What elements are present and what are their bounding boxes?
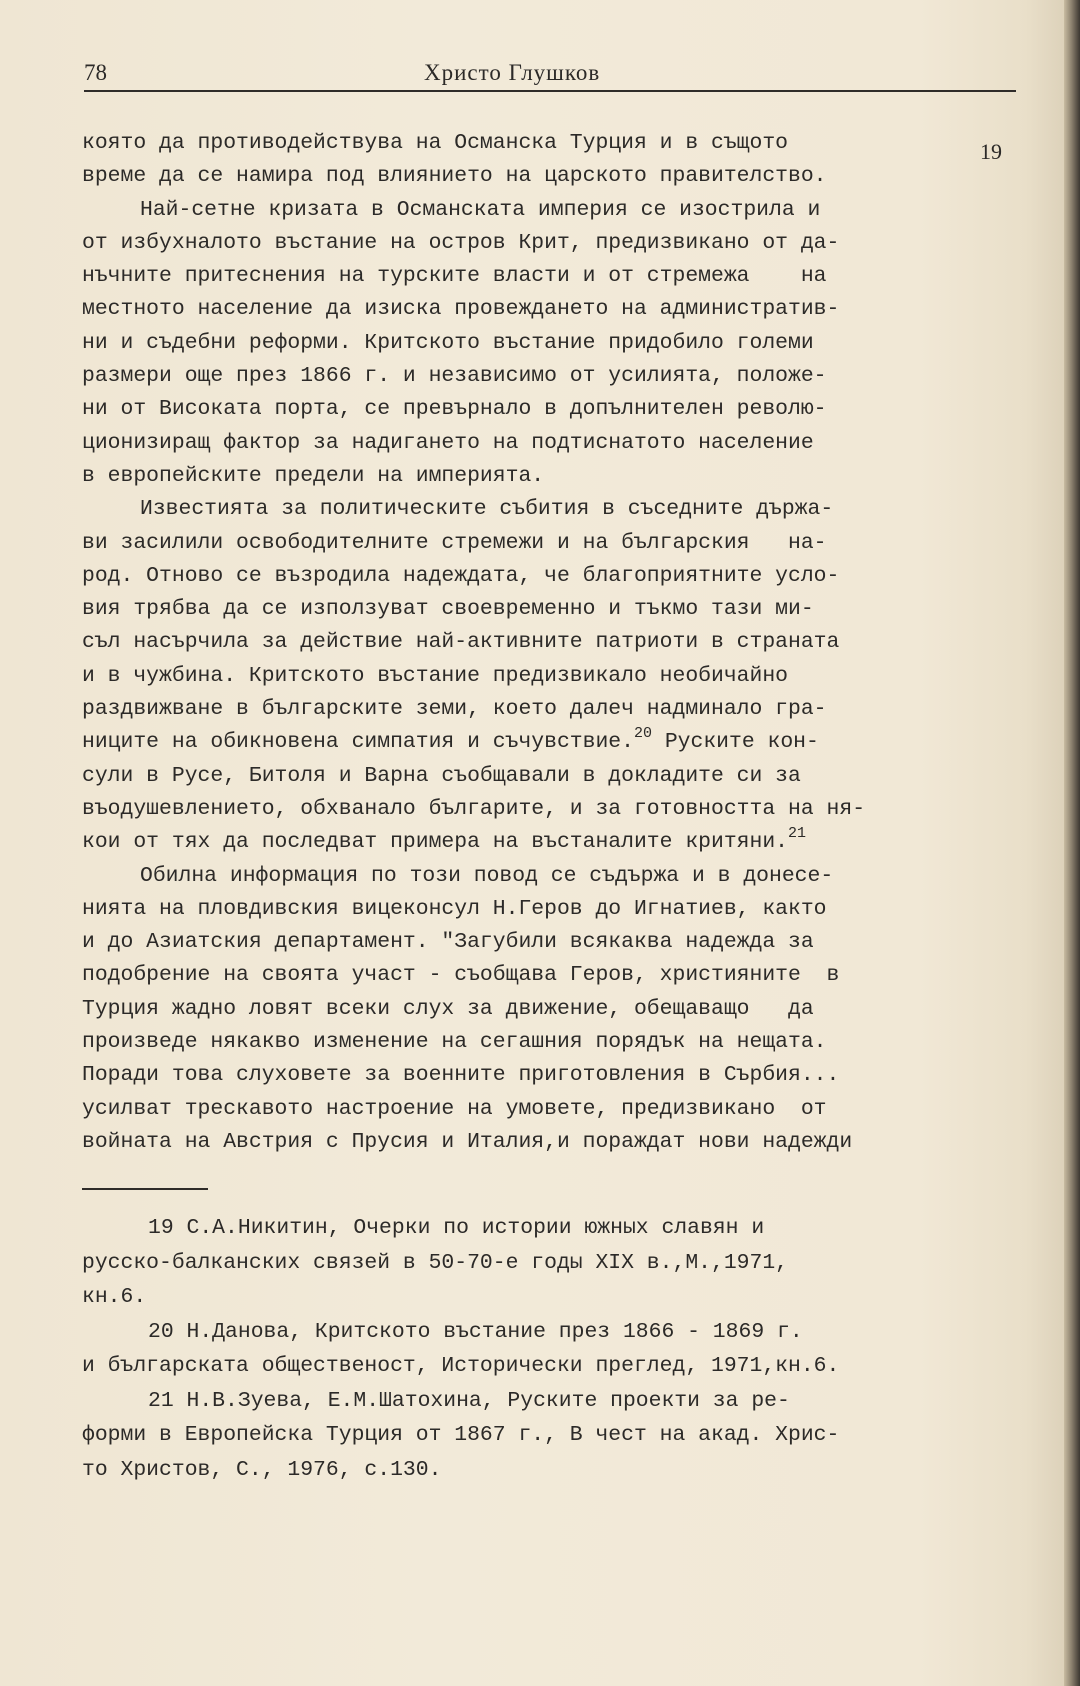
- text-line: [82, 460, 1012, 493]
- page-edge-shadow: [1064, 0, 1080, 1686]
- text-line: [82, 427, 1012, 460]
- line-text: сули в Русе, Битоля и Варна съобщавали в докладите си за: [82, 763, 801, 788]
- text-line: [82, 560, 1012, 593]
- text-line: [82, 693, 1012, 726]
- text-line: [82, 527, 1012, 560]
- footnote-line: 21 Н.В.Зуева, Е.М.Шатохина, Руските проекти за ре-: [148, 1388, 790, 1413]
- text-line: [82, 360, 1012, 393]
- line-text: въодушевлението, обхванало българите, и за готовността на ня-: [82, 796, 866, 821]
- text-line: [82, 227, 1012, 260]
- text-line: [82, 626, 1012, 659]
- text-line: [82, 327, 1012, 360]
- text-line: [82, 860, 1012, 893]
- line-text: нъчните притеснения на турските власти и от стремежа на: [82, 264, 827, 289]
- footnote-line: 19 С.А.Никитин, Очерки по истории южных славян и: [148, 1216, 765, 1240]
- line-text: ни от Високата порта, се превърнало в допълнителен револю-: [82, 397, 827, 422]
- text-line: [82, 793, 1012, 826]
- main-text: [82, 127, 1012, 1159]
- text-line: [82, 760, 1012, 793]
- text-line: [82, 660, 1012, 693]
- line-text: ни и съдебни реформи. Критското въстание придобило големи: [82, 330, 814, 355]
- footnote-reference: 20: [633, 725, 652, 743]
- line-text: произведе някакво изменение на сегашния порядък на нещата.: [82, 1030, 827, 1055]
- line-text: кои от тях да последват примера на въстаналите критяни.: [82, 830, 789, 855]
- line-text: ционизиращ фактор за надигането на подтиснатото население: [82, 430, 814, 455]
- text-line: [82, 160, 1012, 193]
- line-text: Обилна информация по този повод се съдържа и в донесе-: [140, 863, 834, 888]
- line-text: ви засилили освободителните стремежи и на българския на-: [82, 530, 827, 555]
- line-text: Най-сетне кризата в Османската империя се изострила и: [140, 197, 821, 222]
- line-text: вия трябва да се използуват своевременно и тъкмо тази ми-: [82, 597, 814, 622]
- line-text: и до Азиатския департамент. "Загубили всякаква надежда за: [82, 930, 814, 955]
- line-text: в европейските предели на империята.: [82, 463, 545, 488]
- text-line: [82, 1126, 1012, 1159]
- text-line: [82, 593, 1012, 626]
- footnote-line: и българската общественост, Исторически преглед, 1971,кн.6.: [82, 1354, 840, 1378]
- line-text: Известията за политическите събития в съседните държа-: [140, 497, 834, 522]
- line-text: съл насърчила за действие най-активните патриоти в страната: [82, 630, 840, 655]
- text-line: [82, 1059, 1012, 1092]
- text-line: [82, 993, 1012, 1026]
- line-text: и в чужбина. Критското въстание предизвикало необичайно: [82, 663, 789, 688]
- footnote-divider: [82, 1188, 208, 1190]
- page-header: [84, 58, 1016, 92]
- running-head: Христо Глушков: [424, 60, 601, 85]
- text-line: [82, 493, 1012, 526]
- text-line: [82, 926, 1012, 959]
- line-text: ниците на обикновена симпатия и съчувствие.: [82, 730, 634, 755]
- footnote-line: 20 Н.Данова, Критското въстание през 1866 - 1869 г.: [148, 1319, 803, 1344]
- footnote-line: русско-балканских связей в 50-70-е годы XIX в.,М.,1971,: [82, 1250, 789, 1275]
- margin-footnote-marker: 19: [980, 139, 1002, 164]
- line-text: род. Отново се възродила надеждата, че благоприятните усло-: [82, 563, 840, 588]
- line-text: местното население да изиска провеждането на административ-: [82, 297, 840, 322]
- line-text: раздвижване в българските земи, което далеч надминало гра-: [82, 697, 827, 722]
- line-text: подобрение на своята участ - съобщава Геров, християните в: [82, 963, 840, 988]
- text-line: [82, 1093, 1012, 1126]
- footnote-line: кн.6.: [82, 1285, 147, 1309]
- text-line: [82, 726, 1012, 759]
- footnotes: [82, 1211, 1012, 1487]
- line-text: която да противодействува на Османска Турция и в същото: [82, 131, 789, 155]
- footnote-line: форми в Европейска Турция от 1867 г., В чест на акад. Хрис-: [82, 1423, 840, 1447]
- text-line: [82, 1026, 1012, 1059]
- line-text: размери още през 1866 г. и независимо от усилията, положе-: [82, 364, 827, 389]
- line-text: Поради това слуховете за военните приготовления в Сърбия...: [82, 1063, 840, 1088]
- footnote-line: то Христов, С., 1976, с.130.: [82, 1457, 442, 1482]
- line-text: от избухналото въстание на остров Крит, предизвикано от да-: [82, 230, 840, 255]
- line-text: време да се намира под влиянието на царското правителство.: [82, 164, 827, 189]
- text-line: [82, 127, 1012, 160]
- text-line: [82, 293, 1012, 326]
- text-line: [82, 826, 1012, 859]
- line-text-after-reference: Руските кон-: [651, 730, 819, 755]
- text-line: [82, 893, 1012, 926]
- line-text: усилват трескавото настроение на умовете, предизвикано от: [82, 1096, 827, 1121]
- text-line: [82, 260, 1012, 293]
- page-number: 78: [84, 60, 107, 85]
- footnote-reference: 21: [788, 825, 807, 843]
- text-line: [82, 194, 1012, 227]
- line-text: войната на Австрия с Прусия и Италия,и пораждат нови надежди: [82, 1129, 853, 1154]
- line-text: нията на пловдивския вицеконсул Н.Геров до Игнатиев, както: [82, 896, 827, 921]
- text-line: [82, 959, 1012, 992]
- text-line: [82, 393, 1012, 426]
- line-text: Турция жадно ловят всеки слух за движение, обещаващо да: [82, 996, 814, 1021]
